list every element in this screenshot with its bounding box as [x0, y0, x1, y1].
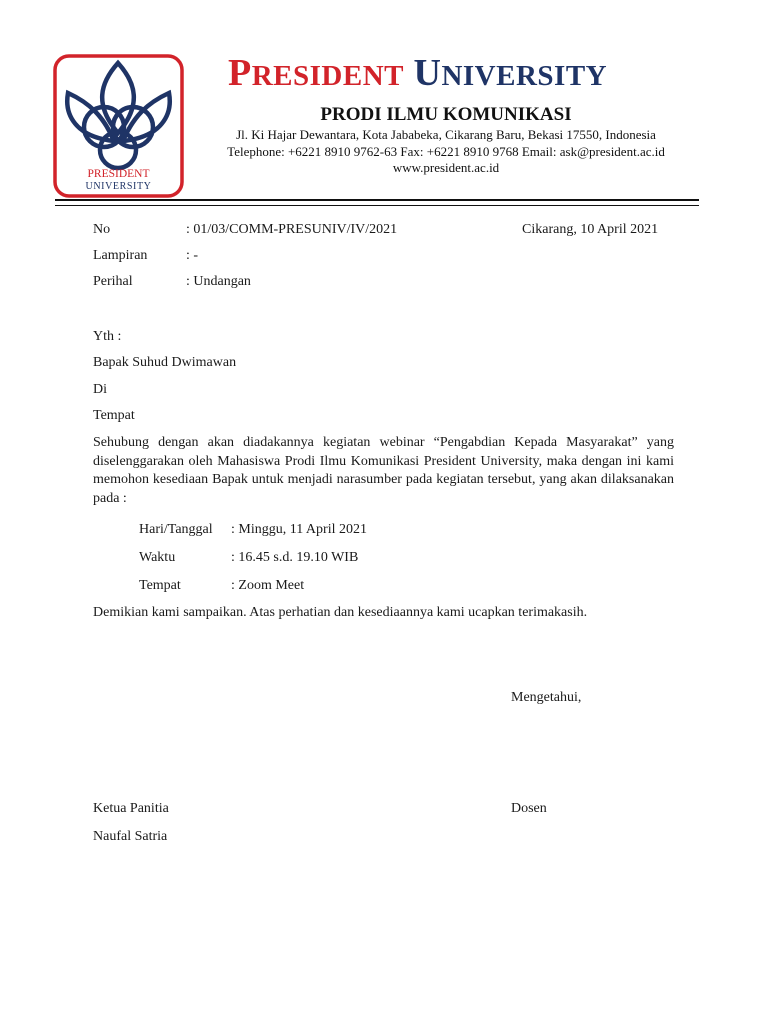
lampiran-value: : -	[186, 248, 199, 263]
logo-text-line2: UNIVERSITY	[85, 181, 152, 192]
perihal-label: Perihal	[93, 274, 133, 289]
no-label: No	[93, 222, 111, 237]
place-date: Cikarang, 10 April 2021	[522, 222, 659, 237]
header-rule-thin	[55, 205, 699, 206]
signature-left-name: Naufal Satria	[93, 829, 168, 844]
mengetahui-label: Mengetahui,	[511, 690, 582, 705]
university-name: PRESIDENT UNIVERSITY	[228, 52, 608, 94]
detail-value: : 16.45 s.d. 19.10 WIB	[231, 550, 359, 565]
website-line: www.president.ac.id	[392, 160, 500, 175]
detail-label: Hari/Tanggal	[139, 522, 213, 537]
address-line: Jl. Ki Hajar Dewantara, Kota Jababeka, Cikarang Baru, Bekasi 17550, Indonesia	[236, 127, 656, 142]
body-paragraph: Sehubung dengan akan diadakannya kegiatan webinar “Pengabdian Kepada Masyarakat” yang diselenggarakan oleh Mahasiswa Prodi Ilmu Komunikasi President University, maka dengan ini kami memohon kesediaan Bapak untuk menjadi narasumber pada kegiatan tersebut, yang akan dilaksanakan pada :	[93, 435, 674, 506]
president-university-logo	[52, 53, 185, 199]
detail-value: : Minggu, 11 April 2021	[231, 522, 367, 537]
detail-label: Tempat	[139, 578, 181, 593]
signature-right-title: Dosen	[511, 801, 547, 816]
no-value: : 01/03/COMM-PRESUNIV/IV/2021	[186, 222, 398, 237]
contact-line: Telephone: +6221 8910 9762-63 Fax: +6221 8910 9768 Email: ask@president.ac.id	[227, 144, 665, 159]
recipient-name: Bapak Suhud Dwimawan	[93, 355, 237, 370]
logo-text-line1: PRESIDENT	[87, 168, 150, 180]
program-title: PRODI ILMU KOMUNIKASI	[320, 104, 572, 125]
detail-value: : Zoom Meet	[231, 578, 305, 593]
closing-text: Demikian kami sampaikan. Atas perhatian dan kesediaannya kami ucapkan terimakasih.	[93, 605, 588, 620]
perihal-value: : Undangan	[186, 274, 251, 289]
lampiran-label: Lampiran	[93, 248, 148, 263]
header-rule-thick	[55, 199, 699, 201]
recipient-place: Tempat	[93, 408, 135, 423]
recipient-di: Di	[93, 382, 107, 397]
signature-left-title: Ketua Panitia	[93, 801, 169, 816]
detail-label: Waktu	[139, 550, 176, 565]
yth-label: Yth :	[93, 329, 122, 344]
